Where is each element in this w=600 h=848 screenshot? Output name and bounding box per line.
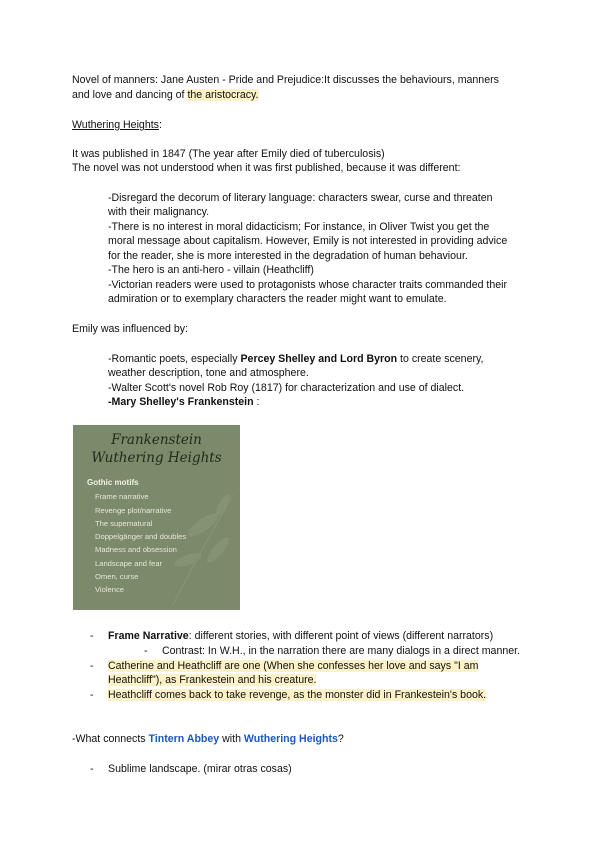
motif-item: Doppelgänger and doubles [95, 532, 187, 541]
heading-wuthering-heights: Wuthering Heights [72, 119, 159, 131]
sub-bullet-dash: - [144, 645, 148, 657]
motif-item: The supernatural [95, 519, 153, 528]
motif-item: Omen, curse [95, 572, 139, 581]
bullet-dash: - [90, 689, 94, 701]
bullet-frame-narrative [108, 629, 493, 643]
mary-shelley-frankenstein: -Mary Shelley's Frankenstein [108, 396, 254, 408]
difference-line: -Disregard the decorum of literary language: characters swear, curse and threaten [108, 192, 493, 204]
motif-item: Revenge plot/narrative [95, 506, 172, 515]
difference-line: admiration or to exemplary characters the reader might want to emulate. [108, 293, 447, 305]
influence-romantic-2: weather description, tone and atmosphere. [108, 367, 309, 379]
question-text: with [219, 733, 244, 745]
wuthering-heights-term: Wuthering Heights [243, 733, 338, 745]
question-line [72, 732, 344, 746]
gothic-motifs-image [73, 425, 240, 610]
highlight-aristocracy: the aristocracy. [187, 89, 259, 101]
difference-line: with their malignancy. [108, 206, 210, 218]
motif-item: Frame narrative [95, 492, 149, 501]
bullet-dash: - [90, 763, 94, 775]
motif-item: Violence [95, 585, 124, 594]
sub-bullet-contrast: Contrast: In W.H., in the narration there are many dialogs in a direct manner. [162, 645, 521, 657]
difference-line: -The hero is an anti-hero - villain (Heathcliff) [108, 264, 314, 276]
gothic-motifs-label: Gothic motifs [87, 478, 139, 487]
figure-title-2: Wuthering Heights [91, 450, 222, 466]
section-heading [72, 118, 162, 132]
influence-text: to create scenery, [397, 353, 484, 365]
bullet-sublime: Sublime landscape. (mirar otras cosas) [108, 763, 292, 775]
highlight-catherine-2: Heathcliff"), as Frankestein and his creature. [108, 674, 317, 686]
motif-item: Madness and obsession [95, 545, 177, 554]
highlight-revenge: Heathcliff comes back to take revenge, as the monster did in Frankestein's book. [108, 689, 487, 701]
published-line-1: It was published in 1847 (The year after Emily died of tuberculosis) [72, 148, 385, 160]
intro-line-2 [72, 88, 259, 102]
influence-text: : [253, 396, 260, 408]
difference-line: for the reader, she is more interested in the degradation of human behaviour. [108, 250, 468, 262]
intro-text: and love and dancing of [72, 89, 188, 101]
influence-romantic [108, 352, 483, 366]
heading-colon: : [158, 119, 162, 131]
frame-narrative-text: : different stories, with different point of views (different narrators) [188, 630, 494, 642]
influence-poets: Percey Shelley and Lord Byron [240, 353, 398, 365]
bullet-revenge [108, 688, 486, 702]
frame-narrative-term: Frame Narrative [108, 630, 189, 642]
figure-title-1: Frankenstein [111, 432, 202, 448]
question-mark: ? [337, 733, 344, 745]
motif-item: Landscape and fear [95, 559, 163, 568]
intro-line-1: Novel of manners: Jane Austen - Pride and Prejudice:It discusses the behaviours, manners [72, 74, 499, 86]
highlight-catherine-1: Catherine and Heathcliff are one (When she confesses her love and says "I am [108, 660, 479, 672]
influenced-label: Emily was influenced by: [72, 323, 188, 335]
question-text: -What connects [72, 733, 149, 745]
bullet-catherine-line-1 [108, 659, 478, 673]
bullet-catherine-line-2 [108, 673, 316, 687]
bullet-dash: - [90, 660, 94, 672]
influence-scott: -Walter Scott's novel Rob Roy (1817) for characterization and use of dialect. [108, 382, 465, 394]
difference-line: -There is no interest in moral didacticism; For instance, in Oliver Twist you get the [108, 221, 490, 233]
influence-mary-shelley [108, 395, 259, 409]
bullet-dash: - [90, 630, 94, 642]
difference-line: moral message about capitalism. However, Emily is not interested in providing advice [108, 235, 508, 247]
published-line-2: The novel was not understood when it was first published, because it was different: [72, 162, 461, 174]
influence-text: -Romantic poets, especially [108, 353, 241, 365]
tintern-abbey-term: Tintern Abbey [148, 733, 220, 745]
difference-line: -Victorian readers were used to protagonists whose character traits commanded their [108, 279, 508, 291]
